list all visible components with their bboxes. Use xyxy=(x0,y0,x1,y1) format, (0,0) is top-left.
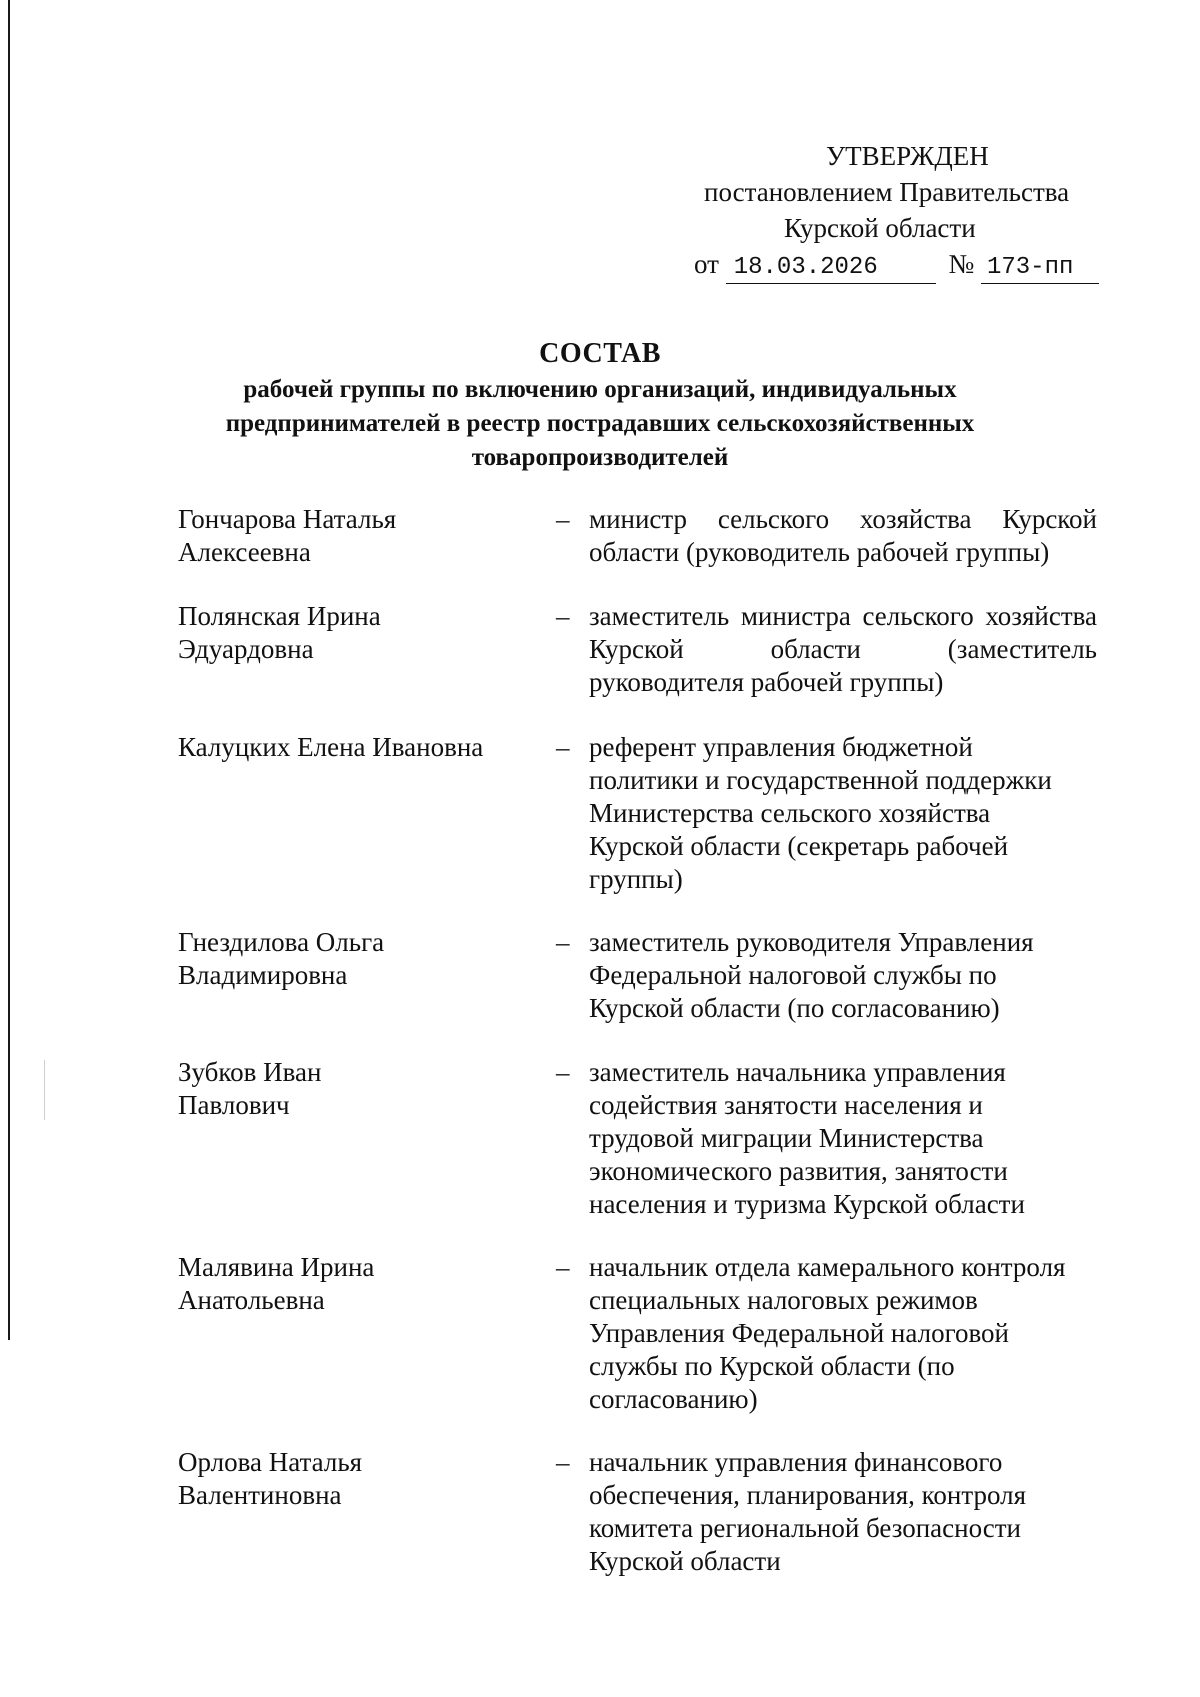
member-role: министр сельского хозяйства Курской области (руководитель рабочей группы) xyxy=(589,504,1097,567)
approval-number: 173-пп xyxy=(981,253,1099,284)
approval-region-line: Курской области xyxy=(784,213,976,243)
member-role: референт управления бюджетной политики и государственной поддержки Министерства сельского хозяйства Курской области (секретарь рабочей группы) xyxy=(589,732,1052,894)
member-name: Малявина Ирина Анатольевна xyxy=(178,1252,375,1315)
member-role: начальник отдела камерального контроля специальных налоговых режимов Управления Федеральной налоговой службы по Курской области (по согласованию) xyxy=(589,1252,1066,1414)
member-dash: – xyxy=(556,927,570,957)
approval-date: 18.03.2026 xyxy=(726,253,936,284)
scan-edge-line xyxy=(8,0,10,1340)
date-prefix: от xyxy=(694,249,719,279)
member-name: Гончарова Наталья Алексеевна xyxy=(178,504,397,567)
member-dash: – xyxy=(556,1252,570,1282)
member-role: заместитель министра сельского хозяйства Курской области (заместитель руководителя рабочей группы) xyxy=(589,601,1097,697)
scan-edge-mark xyxy=(44,1060,45,1120)
member-name: Полянская Ирина Эдуардовна xyxy=(178,601,381,664)
member-dash: – xyxy=(556,1057,570,1087)
member-role: заместитель руководителя Управления Федеральной налоговой службы по Курской области (по согласованию) xyxy=(589,927,1034,1023)
member-dash: – xyxy=(556,504,570,534)
member-dash: – xyxy=(556,601,570,631)
approval-by-line: постановлением Правительства xyxy=(704,177,1070,207)
member-name: Гнездилова Ольга Владимировна xyxy=(178,927,385,990)
approval-title: УТВЕРЖДЕН xyxy=(826,141,989,171)
member-name: Орлова Наталья Валентиновна xyxy=(178,1447,363,1510)
document-title: СОСТАВ xyxy=(539,338,661,369)
approval-date-row xyxy=(694,246,1099,284)
member-role: начальник управления финансового обеспечения, планирования, контроля комитета региональной безопасности Курской области xyxy=(589,1447,1027,1576)
document-subtitle: рабочей группы по включению организаций, индивидуальных предпринимателей в реестр пострадавших сельскохозяйственных товаропроизводителей xyxy=(225,376,975,471)
member-dash: – xyxy=(556,732,570,762)
member-name: Калуцких Елена Ивановна xyxy=(178,732,484,762)
number-prefix: № xyxy=(948,249,975,279)
member-name: Зубков Иван Павлович xyxy=(178,1057,322,1120)
member-role: заместитель начальника управления содействия занятости населения и трудовой миграции Министерства экономического развития, занятости населения и туризма Курской области xyxy=(589,1057,1025,1219)
member-dash: – xyxy=(556,1447,570,1477)
